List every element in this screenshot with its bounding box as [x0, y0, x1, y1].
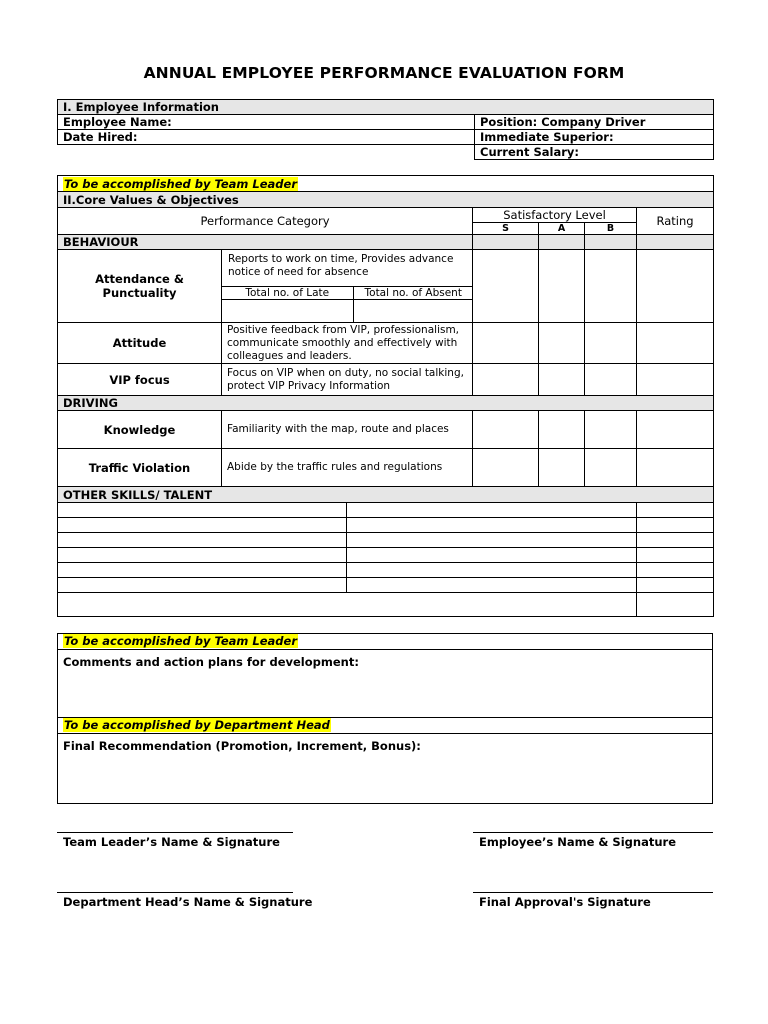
vip-focus-label: VIP focus: [58, 364, 222, 396]
skill-extra-cell[interactable]: [58, 593, 637, 617]
traffic-b-cell[interactable]: [585, 449, 637, 487]
traffic-rating-cell[interactable]: [637, 449, 714, 487]
satisfactory-level-header: Satisfactory Level: [473, 208, 637, 223]
empty-cell: [58, 145, 475, 160]
behaviour-s-cell: [473, 235, 539, 250]
skill-rating-cell[interactable]: [637, 593, 714, 617]
attitude-description: Positive feedback from VIP, professionalism, communicate smoothly and effectively with colleagues and leaders.: [222, 323, 473, 364]
date-hired-field[interactable]: Date Hired:: [58, 130, 475, 145]
department-head-signature-label: Department Head’s Name & Signature: [63, 895, 313, 909]
level-s-header: S: [473, 223, 539, 235]
attendance-rating-cell[interactable]: [637, 250, 714, 323]
comments-field[interactable]: [58, 650, 712, 718]
knowledge-label: Knowledge: [58, 411, 222, 449]
team-leader-note: To be accomplished by Team Leader: [64, 176, 297, 191]
team-leader-signature-line[interactable]: [57, 832, 293, 833]
employee-signature-label: Employee’s Name & Signature: [479, 835, 676, 849]
skill-desc-cell[interactable]: [347, 578, 637, 593]
vip-focus-a-cell[interactable]: [539, 364, 585, 396]
skill-desc-cell[interactable]: [347, 518, 637, 533]
attendance-desc-cell: [222, 250, 473, 323]
form-title: ANNUAL EMPLOYEE PERFORMANCE EVALUATION FORM: [143, 64, 625, 82]
skill-name-cell[interactable]: [58, 548, 347, 563]
skill-name-cell[interactable]: [58, 518, 347, 533]
attitude-s-cell[interactable]: [473, 323, 539, 364]
employee-info-header: I. Employee Information: [58, 100, 714, 115]
comments-box: [57, 633, 713, 804]
team-leader-note-row: [58, 176, 714, 192]
traffic-violation-description: Abide by the traffic rules and regulations: [222, 449, 473, 487]
driving-section-label: DRIVING: [58, 396, 714, 411]
position-field[interactable]: Position: Company Driver: [475, 115, 714, 130]
department-head-signature-line[interactable]: [57, 892, 293, 893]
team-leader-signature-label: Team Leader’s Name & Signature: [63, 835, 280, 849]
other-skills-table: [57, 502, 714, 617]
traffic-violation-label: Traffic Violation: [58, 449, 222, 487]
knowledge-s-cell[interactable]: [473, 411, 539, 449]
traffic-s-cell[interactable]: [473, 449, 539, 487]
vip-focus-description: Focus on VIP when on duty, no social talking, protect VIP Privacy Information: [222, 364, 473, 396]
level-a-header: A: [539, 223, 585, 235]
attitude-label: Attitude: [58, 323, 222, 364]
comments-label: Comments and action plans for development:: [63, 655, 359, 669]
knowledge-b-cell[interactable]: [585, 411, 637, 449]
employee-signature-line[interactable]: [473, 832, 713, 833]
attitude-b-cell[interactable]: [585, 323, 637, 364]
table-row: [58, 563, 714, 578]
table-row: [58, 548, 714, 563]
dept-note-row: [58, 718, 712, 734]
comments-team-leader-note: To be accomplished by Team Leader: [64, 634, 297, 648]
table-row: [58, 533, 714, 548]
behaviour-a-cell: [539, 235, 585, 250]
skill-desc-cell[interactable]: [347, 563, 637, 578]
skill-desc-cell[interactable]: [347, 503, 637, 518]
skill-name-cell[interactable]: [58, 533, 347, 548]
attendance-a-cell[interactable]: [539, 250, 585, 323]
attitude-rating-cell[interactable]: [637, 323, 714, 364]
traffic-a-cell[interactable]: [539, 449, 585, 487]
attendance-description: Reports to work on time, Provides advance notice of need for absence: [228, 253, 454, 278]
final-approval-signature-line[interactable]: [473, 892, 713, 893]
total-late-input[interactable]: [222, 300, 353, 322]
skill-rating-cell[interactable]: [637, 578, 714, 593]
current-salary-field[interactable]: Current Salary:: [475, 145, 714, 160]
total-absent-header: Total no. of Absent: [353, 287, 473, 300]
knowledge-description: Familiarity with the map, route and places: [222, 411, 473, 449]
table-row: [58, 518, 714, 533]
vip-focus-rating-cell[interactable]: [637, 364, 714, 396]
vip-focus-b-cell[interactable]: [585, 364, 637, 396]
skill-rating-cell[interactable]: [637, 563, 714, 578]
department-head-note: To be accomplished by Department Head: [64, 718, 330, 732]
performance-category-header: Performance Category: [58, 208, 473, 235]
knowledge-rating-cell[interactable]: [637, 411, 714, 449]
skill-rating-cell[interactable]: [637, 518, 714, 533]
table-row: [58, 593, 714, 617]
behaviour-b-cell: [585, 235, 637, 250]
employee-info-table: [57, 99, 714, 160]
table-row: [58, 578, 714, 593]
final-approval-signature-label: Final Approval's Signature: [479, 895, 651, 909]
skill-rating-cell[interactable]: [637, 503, 714, 518]
comments-note-row: [58, 634, 712, 650]
skill-rating-cell[interactable]: [637, 533, 714, 548]
core-values-table: [57, 175, 714, 503]
employee-name-field[interactable]: Employee Name:: [58, 115, 475, 130]
skill-name-cell[interactable]: [58, 578, 347, 593]
vip-focus-s-cell[interactable]: [473, 364, 539, 396]
attitude-a-cell[interactable]: [539, 323, 585, 364]
skill-desc-cell[interactable]: [347, 548, 637, 563]
attendance-s-cell[interactable]: [473, 250, 539, 323]
total-late-header: Total no. of Late: [222, 287, 353, 300]
table-row: [58, 503, 714, 518]
final-recommendation-label: Final Recommendation (Promotion, Increment, Bonus):: [63, 739, 421, 753]
knowledge-a-cell[interactable]: [539, 411, 585, 449]
behaviour-section-label: BEHAVIOUR: [58, 235, 473, 250]
skill-desc-cell[interactable]: [347, 533, 637, 548]
other-skills-section-label: OTHER SKILLS/ TALENT: [58, 487, 714, 503]
skill-rating-cell[interactable]: [637, 548, 714, 563]
skill-name-cell[interactable]: [58, 563, 347, 578]
behaviour-rating-cell: [637, 235, 714, 250]
immediate-superior-field[interactable]: Immediate Superior:: [475, 130, 714, 145]
attendance-counts-table: [222, 286, 473, 322]
rating-header: Rating: [637, 208, 714, 235]
skill-name-cell[interactable]: [58, 503, 347, 518]
total-absent-input[interactable]: [353, 300, 473, 322]
attendance-label: Attendance & Punctuality: [58, 250, 222, 323]
core-values-header: II.Core Values & Objectives: [58, 192, 714, 208]
attendance-b-cell[interactable]: [585, 250, 637, 323]
final-recommendation-field[interactable]: [58, 734, 712, 753]
level-b-header: B: [585, 223, 637, 235]
